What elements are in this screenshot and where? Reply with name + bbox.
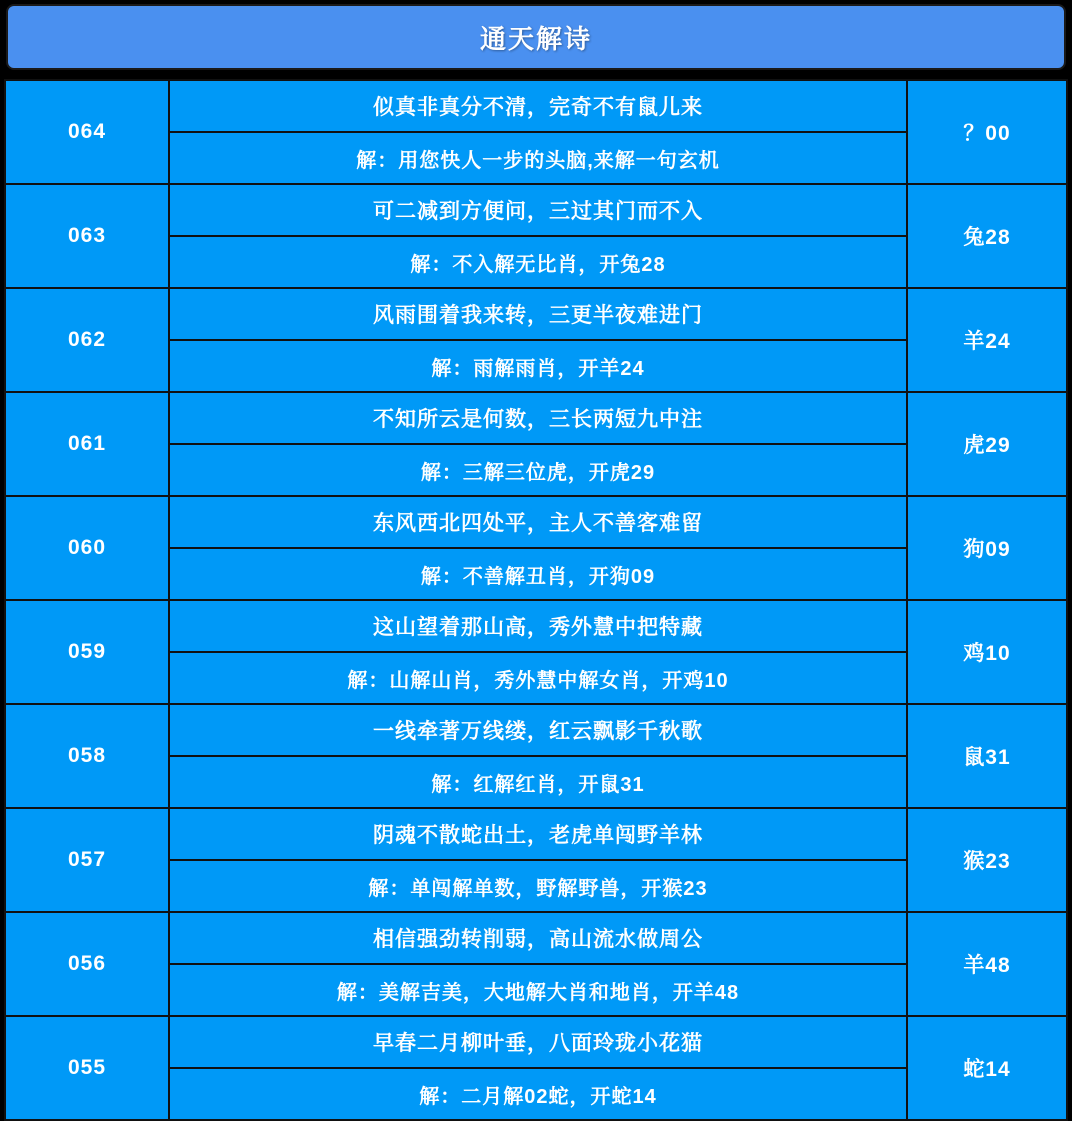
row-answer: 解：二月解02蛇，开蛇14 xyxy=(169,1068,907,1120)
row-index: 060 xyxy=(5,496,169,600)
row-poem: 早春二月柳叶垂，八面玲珑小花猫 xyxy=(169,1016,907,1068)
row-answer: 解：雨解雨肖，开羊24 xyxy=(169,340,907,392)
row-poem: 这山望着那山高，秀外慧中把特藏 xyxy=(169,600,907,652)
row-poem: 阴魂不散蛇出土，老虎单闯野羊林 xyxy=(169,808,907,860)
row-index: 064 xyxy=(5,80,169,184)
table-row xyxy=(5,288,1067,340)
table-row xyxy=(5,392,1067,444)
table-row xyxy=(5,184,1067,236)
row-result: 狗09 xyxy=(907,496,1067,600)
poem-table-body xyxy=(5,80,1067,1120)
row-answer: 解：红解红肖，开鼠31 xyxy=(169,756,907,808)
page-title: 通天解诗 xyxy=(479,23,592,54)
row-index: 061 xyxy=(5,392,169,496)
row-poem: 相信强劲转削弱，高山流水做周公 xyxy=(169,912,907,964)
row-index: 056 xyxy=(5,912,169,1016)
table-row xyxy=(5,1016,1067,1068)
row-result: 鸡10 xyxy=(907,600,1067,704)
row-result: 兔28 xyxy=(907,184,1067,288)
row-index: 055 xyxy=(5,1016,169,1120)
row-answer: 解：山解山肖，秀外慧中解女肖，开鸡10 xyxy=(169,652,907,704)
row-poem: 一线牵著万线缕，红云飘影千秋歌 xyxy=(169,704,907,756)
row-index: 063 xyxy=(5,184,169,288)
table-row xyxy=(5,704,1067,756)
row-result: 羊24 xyxy=(907,288,1067,392)
row-result: 羊48 xyxy=(907,912,1067,1016)
row-answer: 解：三解三位虎，开虎29 xyxy=(169,444,907,496)
table-row xyxy=(5,80,1067,132)
page-root xyxy=(0,4,1072,1111)
row-poem: 不知所云是何数，三长两短九中注 xyxy=(169,392,907,444)
row-poem: 风雨围着我来转，三更半夜难进门 xyxy=(169,288,907,340)
row-answer: 解：单闯解单数，野解野兽，开猴23 xyxy=(169,860,907,912)
row-poem: 可二减到方便问，三过其门而不入 xyxy=(169,184,907,236)
row-result: 鼠31 xyxy=(907,704,1067,808)
row-answer: 解：美解吉美，大地解大肖和地肖，开羊48 xyxy=(169,964,907,1016)
poem-table-container xyxy=(0,79,1072,1121)
table-row xyxy=(5,808,1067,860)
row-result: 虎29 xyxy=(907,392,1067,496)
row-index: 062 xyxy=(5,288,169,392)
row-poem: 似真非真分不清，完奇不有鼠儿来 xyxy=(169,80,907,132)
row-result: 蛇14 xyxy=(907,1016,1067,1120)
poem-table xyxy=(4,79,1068,1121)
row-index: 058 xyxy=(5,704,169,808)
row-answer: 解：不入解无比肖，开兔28 xyxy=(169,236,907,288)
row-result: ？00 xyxy=(907,80,1067,184)
table-row xyxy=(5,600,1067,652)
row-answer: 解：用您快人一步的头脑,来解一句玄机 xyxy=(169,132,907,184)
row-index: 057 xyxy=(5,808,169,912)
row-answer: 解：不善解丑肖，开狗09 xyxy=(169,548,907,600)
table-row xyxy=(5,496,1067,548)
row-index: 059 xyxy=(5,600,169,704)
row-poem: 东风西北四处平，主人不善客难留 xyxy=(169,496,907,548)
table-row xyxy=(5,912,1067,964)
row-result: 猴23 xyxy=(907,808,1067,912)
page-header xyxy=(6,4,1066,70)
